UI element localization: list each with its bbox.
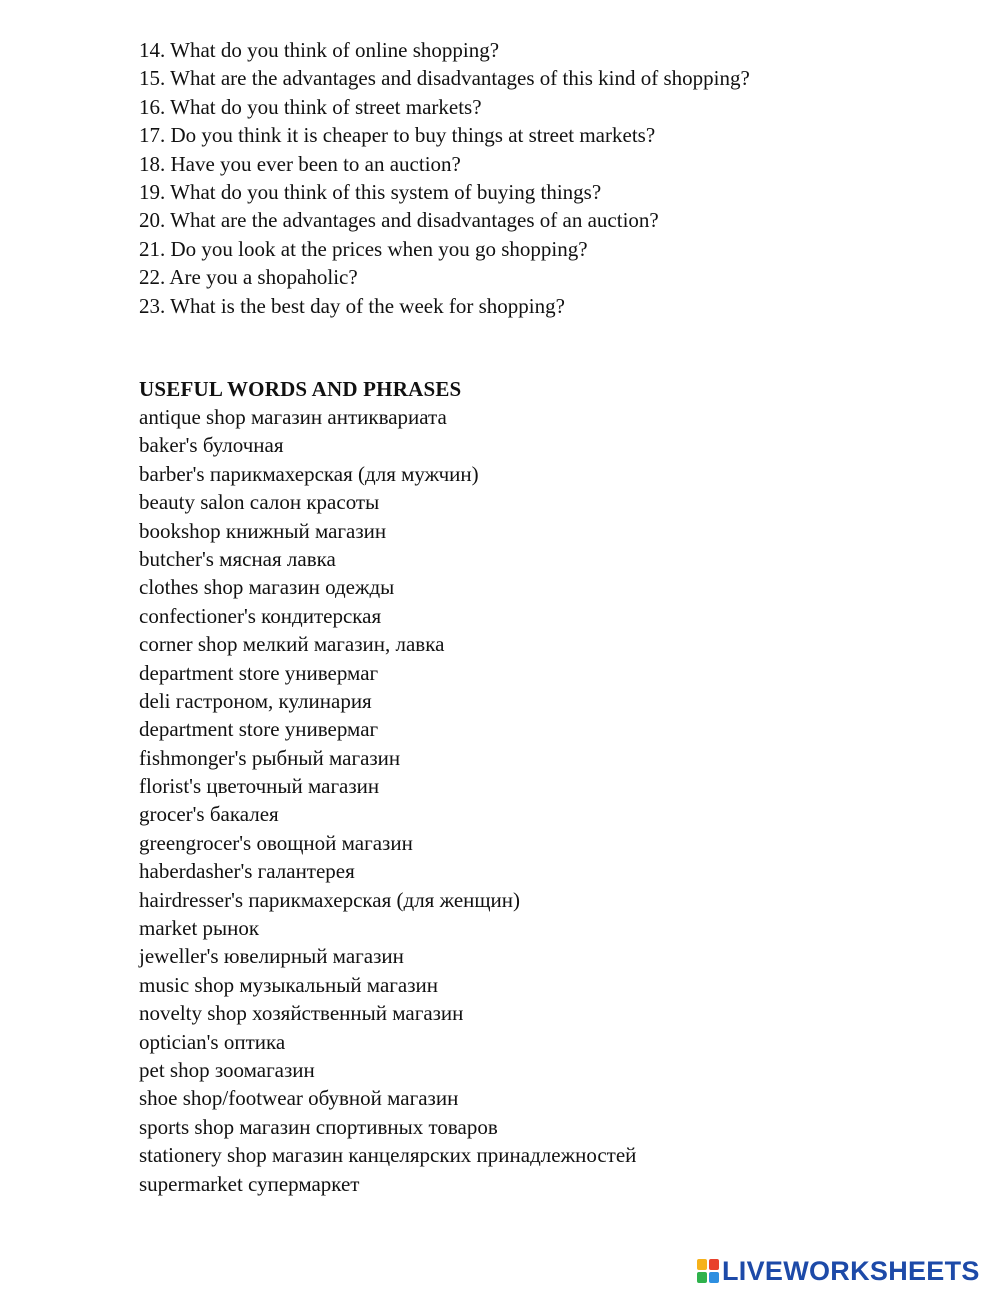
logo-tile bbox=[697, 1272, 707, 1283]
vocabulary-item: deli гастроном, кулинария bbox=[139, 688, 372, 713]
vocabulary-item: music shop музыкальный магазин bbox=[139, 972, 438, 997]
vocabulary-item: novelty shop хозяйственный магазин bbox=[139, 1001, 464, 1026]
vocabulary-item: optician's оптика bbox=[139, 1029, 286, 1054]
brand-name: LIVEWORKSHEETS bbox=[722, 1256, 980, 1286]
question-item: 21. Do you look at the prices when you go shopping? bbox=[139, 236, 588, 261]
liveworksheets-brand[interactable] bbox=[697, 1257, 980, 1285]
liveworksheets-logo-icon bbox=[697, 1259, 719, 1283]
logo-tile bbox=[697, 1259, 707, 1270]
logo-tile bbox=[709, 1259, 719, 1270]
vocabulary-item: fishmonger's рыбный магазин bbox=[139, 745, 401, 770]
vocabulary-item: beauty salon салон красоты bbox=[139, 490, 380, 515]
vocabulary-item: shoe shop/footwear обувной магазин bbox=[139, 1086, 459, 1111]
vocabulary-item: pet shop зоомагазин bbox=[139, 1057, 315, 1082]
vocabulary-item: department store универмаг bbox=[139, 717, 379, 742]
vocabulary-item: corner shop мелкий магазин, лавка bbox=[139, 632, 445, 657]
vocabulary-item: market рынок bbox=[139, 916, 260, 941]
vocabulary-item: antique shop магазин антиквариата bbox=[139, 405, 447, 429]
vocabulary-heading: USEFUL WORDS AND PHRASES bbox=[139, 377, 462, 401]
discussion-questions bbox=[139, 36, 750, 320]
question-item: 23. What is the best day of the week for shopping? bbox=[139, 293, 565, 318]
logo-tile bbox=[709, 1272, 719, 1283]
vocabulary-item: grocer's бакалея bbox=[139, 802, 279, 827]
vocabulary-item: department store универмаг bbox=[139, 660, 379, 685]
vocabulary-item: hairdresser's парикмахерская (для женщин) bbox=[139, 887, 521, 912]
question-item: 14. What do you think of online shopping? bbox=[139, 38, 500, 62]
vocabulary-item: barber's парикмахерская (для мужчин) bbox=[139, 461, 479, 486]
vocabulary-item: jeweller's ювелирный магазин bbox=[139, 944, 404, 969]
vocabulary-item: supermarket супермаркет bbox=[139, 1171, 360, 1196]
vocabulary-item: baker's булочная bbox=[139, 433, 284, 458]
vocabulary-item: sports shop магазин спортивных товаров bbox=[139, 1114, 498, 1139]
question-item: 22. Are you a shopaholic? bbox=[139, 265, 358, 290]
question-item: 19. What do you think of this system of buying things? bbox=[139, 179, 602, 204]
vocabulary-item: butcher's мясная лавка bbox=[139, 546, 336, 571]
question-item: 15. What are the advantages and disadvantages of this kind of shopping? bbox=[139, 66, 750, 91]
question-item: 17. Do you think it is cheaper to buy things at street markets? bbox=[139, 123, 656, 148]
question-item: 16. What do you think of street markets? bbox=[139, 94, 482, 119]
vocabulary-item: greengrocer's овощной магазин bbox=[139, 830, 413, 855]
vocabulary-item: haberdasher's галантерея bbox=[139, 859, 355, 884]
vocabulary-item: clothes shop магазин одежды bbox=[139, 575, 395, 600]
vocabulary-item: bookshop книжный магазин bbox=[139, 518, 387, 543]
question-item: 18. Have you ever been to an auction? bbox=[139, 151, 461, 176]
vocabulary-item: stationery shop магазин канцелярских принадлежностей bbox=[139, 1143, 637, 1168]
vocabulary-list bbox=[139, 403, 636, 1198]
question-item: 20. What are the advantages and disadvantages of an auction? bbox=[139, 208, 659, 233]
vocabulary-item: confectioner's кондитерская bbox=[139, 603, 382, 628]
vocabulary-item: florist's цветочный магазин bbox=[139, 774, 380, 799]
